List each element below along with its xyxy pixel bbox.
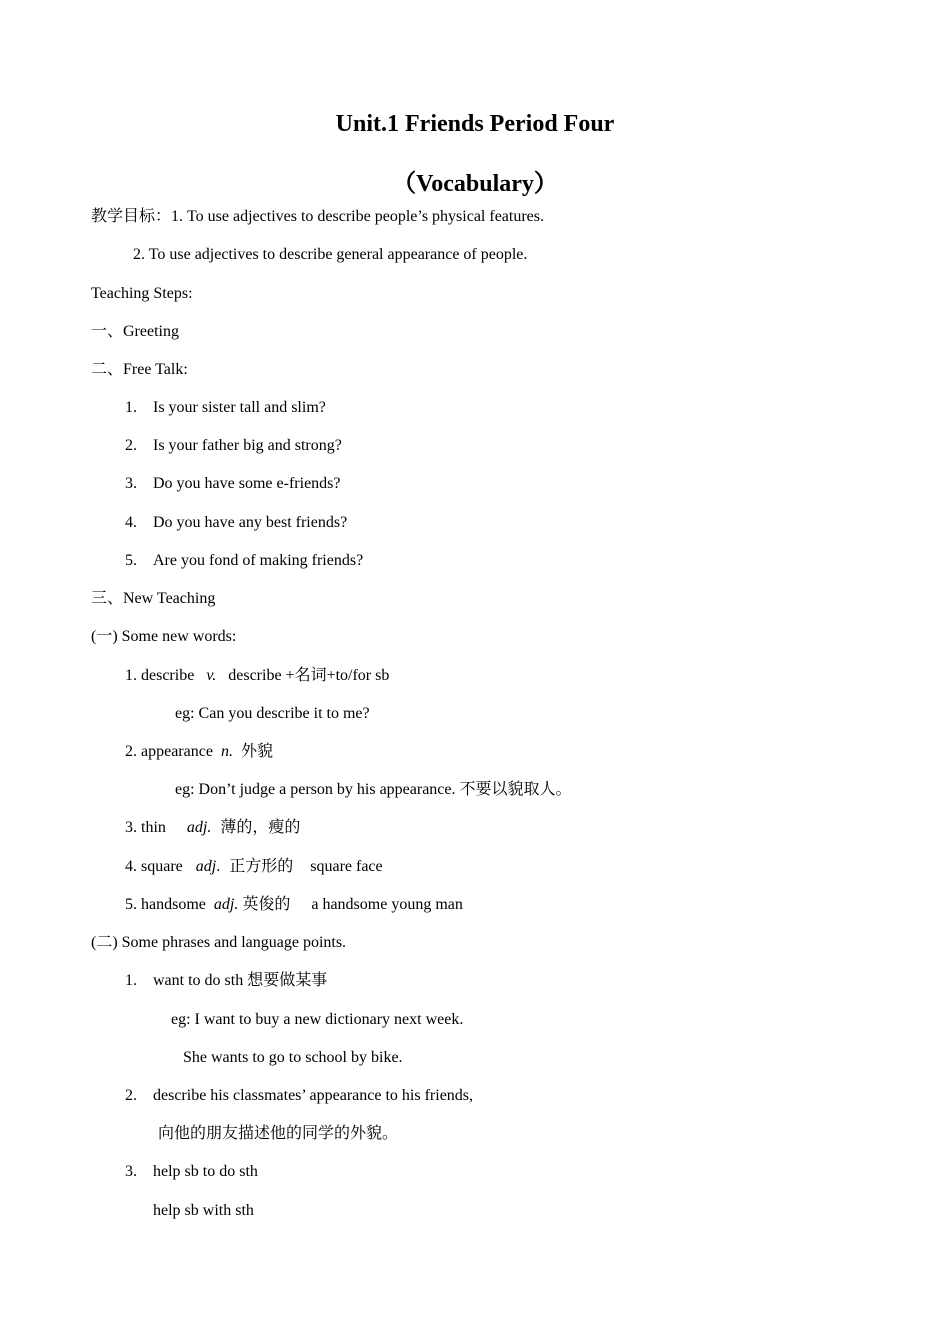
list-item-number: 1. — [125, 399, 137, 416]
word-collocation: square face — [310, 858, 383, 875]
list-item: Are you fond of making friends? — [153, 552, 364, 569]
list-item: Is your father big and strong? — [153, 437, 342, 454]
word-example: eg: Don’t judge a person by his appearance. 不要以貌取人。 — [175, 781, 572, 798]
phrase-translation: 向他的朋友描述他的同学的外貌。 — [158, 1125, 399, 1142]
objective-1-text: 1. To use adjectives to describe people’s physical features. — [171, 208, 544, 225]
word-collocation: a handsome young man — [311, 896, 463, 913]
word: 3. thin — [125, 819, 166, 836]
phrase-number: 3. — [125, 1163, 137, 1180]
word-meaning: describe +名词+to/for sb — [228, 667, 390, 684]
objective-label: 教学目标： — [91, 208, 172, 225]
word-meaning: 外貌 — [240, 743, 273, 760]
word: 5. handsome — [125, 896, 206, 913]
phrase: help sb with sth — [153, 1202, 254, 1219]
word: 2. appearance — [125, 743, 213, 760]
list-item: Is your sister tall and slim? — [153, 399, 326, 416]
new-teaching-heading: 三、New Teaching — [91, 590, 216, 607]
new-words-heading: (一) Some new words: — [91, 628, 237, 645]
free-talk-heading: 二、Free Talk: — [91, 361, 188, 378]
part-of-speech: adj. — [186, 819, 212, 836]
list-item: Do you have any best friends? — [153, 514, 348, 531]
part-of-speech: n. — [220, 743, 233, 760]
phrase-number: 2. — [125, 1087, 137, 1104]
word-entry-appearance — [125, 742, 273, 762]
word-entry-square: 4. square adj. 正方形的 square face — [125, 858, 383, 875]
word: 1. describe — [125, 667, 195, 684]
phrase: want to do sth 想要做某事 — [153, 972, 328, 989]
phrase: help sb to do sth — [153, 1163, 258, 1180]
list-item-number: 5. — [125, 552, 137, 569]
list-item-number: 4. — [125, 514, 137, 531]
list-item: Do you have some e-friends? — [153, 475, 341, 492]
word-entry-describe — [125, 666, 389, 686]
word-entry-handsome — [125, 895, 463, 915]
list-item-number: 3. — [125, 475, 137, 492]
phrase-example: eg: I want to buy a new dictionary next week. — [171, 1011, 464, 1028]
part-of-speech: v. — [206, 667, 217, 684]
phrase-example: She wants to go to school by bike. — [183, 1049, 403, 1066]
phrases-heading: (二) Some phrases and language points. — [91, 934, 347, 951]
teaching-steps-heading: Teaching Steps: — [91, 285, 193, 302]
phrase: describe his classmates’ appearance to his friends, — [153, 1087, 474, 1104]
objective-2: 2. To use adjectives to describe general appearance of people. — [133, 246, 528, 263]
part-of-speech: adj — [195, 858, 217, 875]
part-of-speech: adj. — [213, 896, 239, 913]
objective-1 — [91, 207, 544, 227]
word-entry-thin — [125, 818, 300, 838]
word-example: eg: Can you describe it to me? — [175, 705, 370, 722]
phrase-number: 1. — [125, 972, 137, 989]
greeting-heading: 一、Greeting — [91, 323, 179, 340]
word: 4. square — [125, 858, 183, 875]
list-item-number: 2. — [125, 437, 137, 454]
page-title: Unit.1 Friends Period Four — [335, 111, 615, 137]
word-meaning: 英俊的 — [242, 896, 291, 913]
word-meaning: 正方形的 — [229, 858, 294, 875]
word-meaning: 薄的，瘦的 — [220, 819, 301, 836]
page-subtitle: （Vocabulary） — [392, 171, 558, 197]
